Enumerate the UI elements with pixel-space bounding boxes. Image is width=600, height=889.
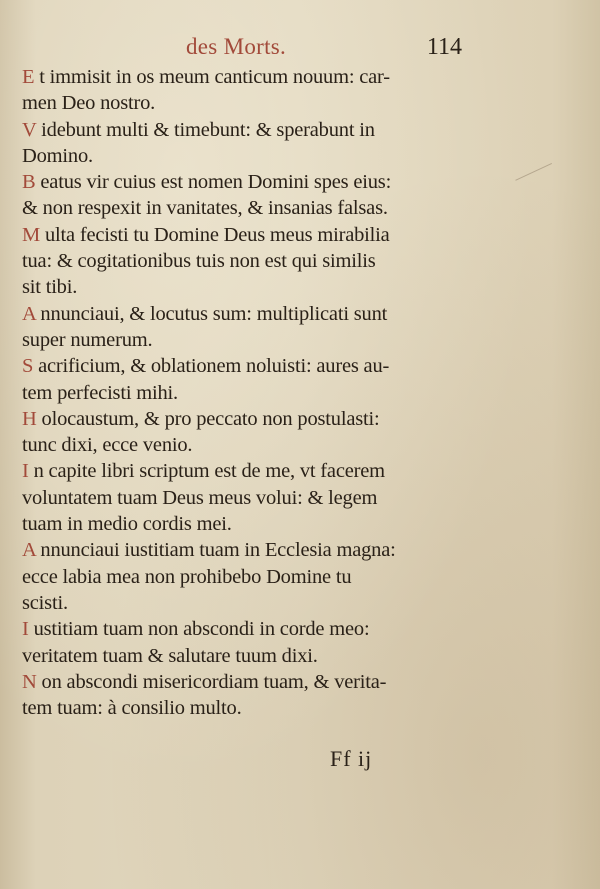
text-line <box>22 222 462 248</box>
margin-mark <box>515 163 564 208</box>
line-text: tem tuam: à consilio multo. <box>22 697 242 720</box>
rubricated-initial: N <box>22 670 37 693</box>
rubricated-initial: M <box>22 223 41 246</box>
line-text: super numerum. <box>22 328 153 351</box>
rubricated-initial: V <box>22 118 37 141</box>
line-text: & non respexit in vanitates, & insanias falsas. <box>22 197 388 220</box>
text-line <box>22 90 462 116</box>
line-text: nnunciaui iustitiam tuam in Ecclesia magna: <box>35 539 396 562</box>
text-line <box>22 380 462 406</box>
line-text: idebunt multi & timebunt: & sperabunt in <box>36 118 375 141</box>
rubricated-initial: E <box>22 66 35 88</box>
rubricated-initial: B <box>22 171 36 194</box>
text-line <box>22 301 462 327</box>
rubricated-initial: I <box>22 618 29 641</box>
text-line <box>22 537 462 563</box>
text-line <box>22 643 462 669</box>
line-text: voluntatem tuam Deus meus volui: & legem <box>22 486 378 509</box>
text-line <box>22 616 462 642</box>
text-line <box>22 669 462 695</box>
psalm-text <box>22 64 462 721</box>
line-text: tua: & cogitationibus tuis non est qui similis <box>22 250 376 273</box>
rubricated-initial: I <box>22 460 29 483</box>
text-line <box>22 695 462 721</box>
line-text: acrificium, & oblationem noluisti: aures au- <box>33 355 390 378</box>
text-line <box>22 353 462 379</box>
text-line <box>22 511 462 537</box>
line-text: tunc dixi, ecce venio. <box>22 434 193 457</box>
line-text: tuam in medio cordis mei. <box>22 513 232 536</box>
line-text: Domino. <box>22 144 93 167</box>
line-text: t immisit in os meum canticum nouum: car- <box>34 66 390 88</box>
rubricated-initial: S <box>22 355 34 378</box>
page-header <box>186 34 462 64</box>
text-line <box>22 458 462 484</box>
text-line <box>22 274 462 300</box>
text-line <box>22 117 462 143</box>
rubricated-initial: A <box>22 302 36 325</box>
line-text: ecce labia mea non prohibebo Domine tu <box>22 565 352 588</box>
rubricated-initial: H <box>22 407 37 430</box>
line-text: olocaustum, & pro peccato non postulasti: <box>36 407 380 430</box>
text-line <box>22 590 462 616</box>
signature-mark: Ff ij <box>330 746 373 771</box>
line-text: veritatem tuam & salutare tuum dixi. <box>22 644 318 667</box>
line-text: on abscondi misericordiam tuam, & verita- <box>36 670 387 693</box>
text-line <box>22 248 462 274</box>
text-line <box>22 564 462 590</box>
line-text: men Deo nostro. <box>22 92 156 115</box>
line-text: eatus vir cuius est nomen Domini spes eius: <box>35 171 392 194</box>
text-line <box>22 485 462 511</box>
line-text: nnunciaui, & locutus sum: multiplicati sunt <box>35 302 388 325</box>
line-text: ustitiam tuam non abscondi in corde meo: <box>28 618 370 641</box>
text-line <box>22 169 462 195</box>
line-text: sit tibi. <box>22 276 78 299</box>
text-line <box>22 195 462 221</box>
text-line <box>22 406 462 432</box>
text-line <box>22 432 462 458</box>
running-title: des Morts. <box>186 34 287 59</box>
line-text: tem perfecisti mihi. <box>22 381 178 404</box>
line-text: ulta fecisti tu Domine Deus meus mirabilia <box>40 223 390 246</box>
text-line <box>22 143 462 169</box>
line-text: scisti. <box>22 591 68 614</box>
rubricated-initial: A <box>22 539 36 562</box>
text-line <box>22 64 462 90</box>
page-number: 114 <box>426 34 462 60</box>
text-line <box>22 327 462 353</box>
line-text: n capite libri scriptum est de me, vt facerem <box>28 460 385 483</box>
